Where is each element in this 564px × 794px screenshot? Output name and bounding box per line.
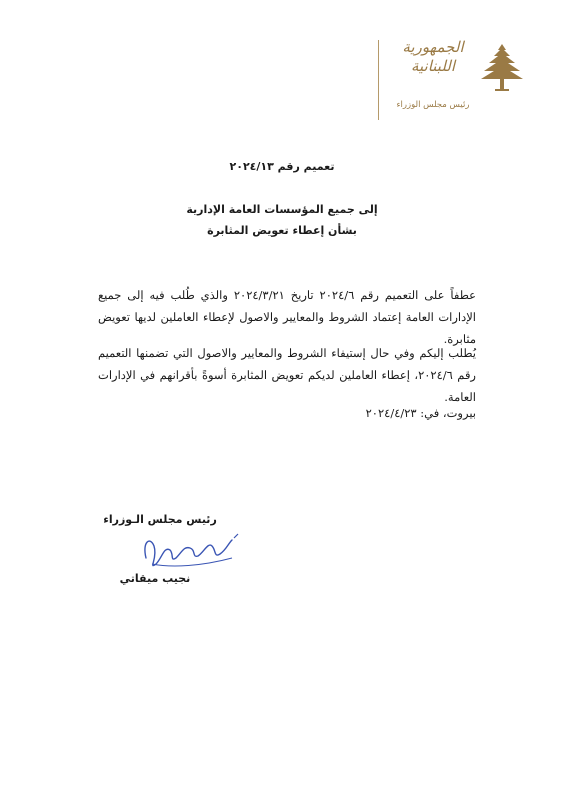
letterhead-subtitle: رئيس مجلس الوزراء bbox=[396, 100, 470, 110]
subject-line: بشأن إعطاء تعويض المثابرة bbox=[207, 224, 357, 237]
circular-reference: تعميم رقم ٢٠٢٤/١٣ bbox=[229, 160, 335, 173]
signatory-title: رئيس مجلس الـوزراء bbox=[103, 513, 217, 526]
body-paragraph-2: يُطلب إليكم وفي حال إستيفاء الشروط والمعايير والاصول التي تضمنها التعميم رقم ٢٠٢٤/٦، إعطاء العاملين لديكم تعويض المثابرة أسوةً بأقرانهم في الإدارات العامة. bbox=[98, 346, 476, 404]
letterhead-emblem-text: الجمهورية اللبنانية bbox=[402, 38, 464, 75]
letterhead-divider bbox=[378, 40, 379, 120]
handwritten-signature bbox=[132, 528, 242, 576]
addressee-line: إلى جميع المؤسسات العامة الإدارية bbox=[186, 203, 378, 216]
signatory-name: نجيب ميقاتي bbox=[119, 572, 191, 585]
letterhead bbox=[378, 34, 528, 126]
body-paragraph-1: عطفاً على التعميم رقم ٢٠٢٤/٦ تاريخ ٢٠٢٤/٣/٢١ والذي طُلب فيه إلى جميع الإدارات العامة إعتماد الشروط والمعايير والاصول لإعطاء العاملين لديها تعويض مثابرة. bbox=[98, 288, 476, 346]
date-line: بيروت، في: ٢٠٢٤/٤/٢٣ bbox=[365, 406, 476, 420]
cedar-tree-icon bbox=[480, 42, 524, 94]
